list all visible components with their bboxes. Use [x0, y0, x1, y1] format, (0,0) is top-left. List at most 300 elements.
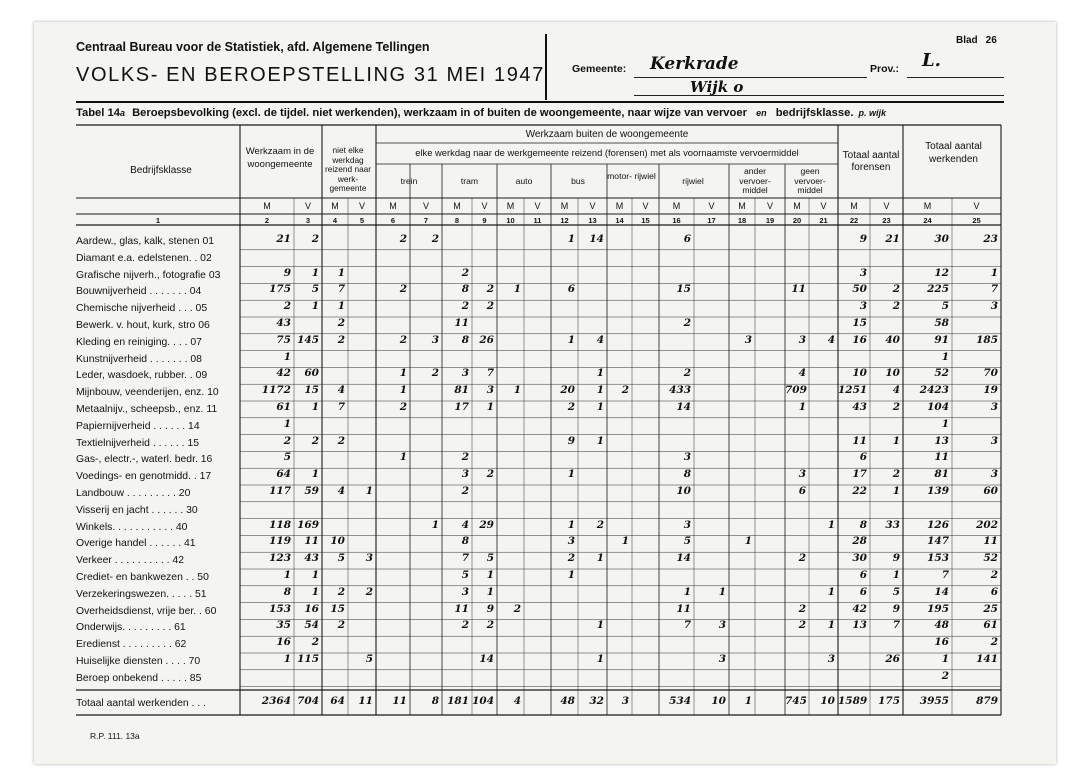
- table-row-cell: 17: [852, 468, 867, 481]
- table-row-cell: 6: [567, 283, 575, 296]
- table-row-cell: 433: [669, 384, 691, 397]
- table-row-cell: 1172: [261, 384, 291, 397]
- table-row-cell: 52: [983, 552, 998, 565]
- table-row-cell: 1: [827, 518, 835, 531]
- total-row-cell: 879: [976, 695, 998, 707]
- table-row-label: Kleding en reiniging. . . . 07: [76, 336, 202, 348]
- table-row-cell: 2: [990, 569, 998, 581]
- table-row-cell: 2423: [919, 384, 949, 397]
- table-row-cell: 8: [683, 468, 691, 481]
- table-row-cell: 30: [934, 233, 949, 245]
- mv-label: M: [672, 201, 681, 211]
- table-row-cell: 175: [269, 283, 291, 296]
- prov-label: Prov.:: [870, 63, 899, 75]
- column-number: 21: [819, 216, 828, 225]
- table-row-cell: 1: [596, 367, 604, 380]
- mv-label: M: [389, 201, 397, 211]
- table-row-cell: 2: [798, 602, 806, 615]
- column-number: 25: [972, 216, 981, 225]
- table-row-cell: 7: [941, 569, 949, 581]
- mv-label: V: [481, 201, 488, 211]
- table-row-cell: 7: [461, 552, 469, 565]
- wijk-value: Wijk o: [690, 78, 744, 96]
- blad-label-text: Blad: [956, 35, 978, 46]
- table-row-cell: 11: [454, 602, 469, 615]
- table-row-cell: 3: [798, 468, 806, 481]
- blad-number: 26: [985, 35, 997, 46]
- table-row-cell: 2: [892, 283, 900, 296]
- table-row-cell: 54: [304, 619, 319, 632]
- table-row-cell: 1: [399, 451, 407, 464]
- table-row-cell: 10: [330, 535, 345, 548]
- column-number: 15: [641, 216, 650, 225]
- table-row-cell: 8: [461, 283, 469, 296]
- col-bedrijfsklasse: Bedrijfsklasse: [130, 165, 192, 176]
- table-row-cell: 4: [337, 384, 345, 397]
- mv-label: V: [358, 201, 365, 211]
- table-row-cell: 29: [479, 518, 494, 531]
- total-row-cell: 11: [358, 695, 373, 707]
- table-row-cell: 60: [304, 367, 319, 380]
- table-row-cell: 1: [892, 485, 900, 497]
- table-row-cell: 1: [283, 569, 291, 581]
- table-row-label: Beroep onbekend . . . . . 85: [76, 672, 202, 684]
- table-row-cell: 2: [486, 300, 494, 313]
- header-rule: [76, 101, 1004, 103]
- table-row-cell: 8: [461, 535, 469, 548]
- table-row-cell: 26: [885, 653, 900, 665]
- table-row-cell: 1: [827, 619, 835, 632]
- table-row-cell: 3: [990, 401, 998, 413]
- table-row-cell: 147: [927, 535, 949, 548]
- table-row-cell: 3: [683, 451, 691, 464]
- table-row-cell: 4: [337, 485, 345, 497]
- table-row-cell: 3: [683, 518, 691, 531]
- table-row-cell: 50: [852, 283, 867, 296]
- table-row-label: Landbouw . . . . . . . . . 20: [76, 488, 191, 499]
- mv-label: V: [820, 201, 827, 211]
- table-row-cell: 1: [567, 233, 575, 245]
- table-row-cell: 16: [852, 333, 867, 346]
- table-row-cell: 1: [596, 434, 604, 447]
- table-row-cell: 1: [486, 401, 494, 413]
- table-row-cell: 5: [941, 300, 949, 313]
- table-row-cell: 14: [676, 401, 691, 413]
- table-row-cell: 3: [859, 300, 867, 313]
- column-number: 8: [454, 216, 460, 225]
- mv-label: V: [534, 201, 541, 211]
- table-row-label: Papiernijverheid . . . . . . 14: [76, 420, 200, 432]
- table-row-cell: 2: [399, 401, 407, 413]
- mv-label: V: [766, 201, 773, 211]
- table-row-label: Voedings- en genotmidd. . 17: [76, 471, 212, 483]
- table-row-cell: 11: [304, 535, 319, 548]
- mv-label: M: [850, 201, 858, 211]
- table-row-cell: 145: [297, 333, 319, 346]
- table-row-cell: 6: [859, 451, 867, 464]
- table-row-cell: 28: [852, 535, 867, 548]
- table-row-cell: 117: [269, 485, 291, 497]
- table-row-cell: 1251: [838, 384, 868, 397]
- mv-label: M: [263, 201, 271, 211]
- col-tram: tram: [460, 176, 479, 186]
- table-row-cell: 153: [927, 552, 949, 565]
- prov-value: L.: [922, 50, 941, 71]
- total-row-cell: 3955: [919, 695, 949, 707]
- table-row-cell: 2: [798, 552, 806, 565]
- column-number: 11: [533, 216, 542, 225]
- bureau-name: Centraal Bureau voor de Statistiek, afd. Algemene Tellingen: [76, 40, 430, 54]
- table-row-cell: 1: [596, 384, 604, 397]
- column-number: 2: [264, 216, 270, 225]
- table-row-cell: 70: [983, 367, 998, 380]
- table-row-cell: 3: [859, 266, 867, 279]
- col-ander: ander vervoer- middel: [739, 166, 771, 196]
- total-row-cell: 3: [621, 695, 629, 707]
- table-row-cell: 19: [983, 384, 998, 397]
- table-row-label: Overheidsdienst, vrije ber. . 60: [76, 605, 217, 617]
- table-row-cell: 1: [718, 585, 726, 598]
- table-row-cell: 123: [269, 552, 291, 565]
- table-row-cell: 9: [486, 602, 494, 615]
- col-elke-werkdag: elke werkdag naar de werkgemeente reizend (forensen) met als voornaamste vervoermiddel: [415, 147, 799, 158]
- table-row-cell: 2: [461, 266, 469, 279]
- table-row-cell: 4: [798, 367, 806, 380]
- table-row-cell: 2: [283, 300, 291, 313]
- table-row-cell: 20: [560, 384, 575, 397]
- column-number: 9: [482, 216, 487, 225]
- table-number: Tabel 14: [76, 107, 120, 119]
- col-trein: trein: [400, 176, 418, 186]
- total-row-label: Totaal aantal werkenden . . .: [76, 698, 206, 709]
- table-row-cell: 1: [486, 585, 494, 598]
- table-row-cell: 3: [798, 333, 806, 346]
- table-row-cell: 2: [567, 552, 575, 565]
- table-row-cell: 1: [337, 300, 345, 313]
- table-row-cell: 26: [479, 333, 494, 346]
- table-row-cell: 1: [941, 350, 949, 363]
- column-number: 4: [332, 216, 338, 225]
- table-row-label: Overige handel . . . . . . 41: [76, 538, 196, 550]
- mv-label: M: [738, 201, 746, 211]
- table-row-cell: 3: [431, 333, 439, 346]
- table-row-cell: 9: [283, 266, 291, 279]
- table-row-cell: 202: [976, 518, 998, 531]
- table-row-cell: 42: [276, 367, 291, 380]
- table-row-cell: 1: [283, 350, 291, 363]
- table-row-cell: 153: [269, 602, 291, 615]
- table-row-cell: 16: [276, 636, 291, 649]
- total-row-cell: 2364: [261, 695, 291, 707]
- table-row-cell: 1: [337, 266, 345, 279]
- table-row-cell: 16: [934, 636, 949, 649]
- table-row-label: Metaalnijv., scheepsb., enz. 11: [76, 404, 218, 415]
- mv-label: M: [793, 201, 801, 211]
- table-row-cell: 43: [852, 401, 867, 413]
- table-row-cell: 4: [596, 333, 604, 346]
- table-row-cell: 5: [365, 653, 373, 665]
- table-row-cell: 2: [311, 434, 319, 447]
- table-row-cell: 3: [567, 535, 575, 548]
- table-row-cell: 1: [431, 518, 439, 531]
- column-number: 19: [765, 216, 775, 225]
- table-row-cell: 4: [892, 384, 900, 397]
- table-row-label: Eredienst . . . . . . . . . 62: [76, 639, 187, 651]
- table-row-cell: 25: [983, 602, 998, 615]
- table-row-cell: 3: [718, 653, 726, 665]
- table-row-cell: 1: [892, 569, 900, 581]
- table-row-cell: 126: [927, 518, 949, 531]
- table-row-cell: 21: [885, 233, 900, 245]
- col-rijwiel: rijwiel: [682, 176, 704, 186]
- table-row-cell: 709: [785, 384, 807, 397]
- table-row-cell: 7: [990, 283, 998, 296]
- table-row-cell: 91: [934, 333, 949, 346]
- table-row-cell: 35: [276, 619, 291, 632]
- table-row-cell: 43: [276, 317, 291, 329]
- mv-label: V: [304, 201, 311, 211]
- table-row-cell: 9: [892, 552, 900, 565]
- mv-label: M: [615, 201, 624, 211]
- column-number: 17: [707, 216, 716, 225]
- table-row-cell: 1: [311, 468, 319, 481]
- table-row-cell: 2: [892, 468, 900, 481]
- mv-label: M: [506, 201, 515, 211]
- table-row-cell: 11: [791, 283, 806, 296]
- column-number: 14: [615, 216, 624, 225]
- table-row-cell: 3: [827, 653, 835, 665]
- table-row-cell: 12: [934, 266, 949, 279]
- table-row-cell: 10: [885, 367, 900, 380]
- table-row-cell: 169: [297, 518, 319, 531]
- table-row-cell: 2: [337, 333, 345, 346]
- table-row-cell: 1: [990, 266, 998, 279]
- column-number: 13: [588, 216, 597, 225]
- total-row-cell: 181: [447, 695, 469, 707]
- table-row-cell: 3: [744, 333, 752, 346]
- table-row-cell: 5: [683, 535, 691, 548]
- table-row-cell: 81: [454, 384, 469, 397]
- table-row-cell: 9: [892, 602, 900, 615]
- table-row-cell: 14: [676, 552, 691, 565]
- table-row-label: Grafische nijverh., fotografie 03: [76, 269, 221, 281]
- table-row-cell: 2: [461, 451, 469, 464]
- column-number: 12: [560, 216, 569, 225]
- table-row-cell: 2: [461, 619, 469, 632]
- table-row-cell: 40: [885, 333, 900, 346]
- column-number: 3: [305, 216, 311, 225]
- table-row-cell: 1: [621, 535, 629, 548]
- table-caption: [76, 107, 888, 119]
- table-row-cell: 1: [567, 518, 575, 531]
- table-row-cell: 2: [513, 602, 521, 615]
- table-row-cell: 5: [283, 451, 291, 464]
- column-number: 5: [359, 216, 365, 225]
- table-row-cell: 1: [513, 384, 521, 397]
- table-caption-text: Beroepsbevolking (excl. de tijdel. niet werkenden), werkzaam in of buiten de woongemeente, naar wijze van vervoer: [132, 107, 747, 119]
- table-row-cell: 6: [859, 569, 867, 581]
- table-row-cell: 9: [567, 434, 575, 447]
- col-buiten: Werkzaam buiten de woongemeente: [525, 129, 689, 140]
- table-row-cell: 2: [399, 333, 407, 346]
- table-row-cell: 13: [934, 434, 949, 447]
- total-row-cell: 534: [669, 695, 691, 707]
- table-row-cell: 185: [976, 333, 998, 346]
- table-row-cell: 7: [683, 619, 691, 632]
- column-number: 7: [423, 216, 429, 225]
- table-row-label: Visserij en jacht . . . . . . 30: [76, 504, 198, 516]
- table-row-cell: 1: [311, 569, 319, 581]
- mv-label: M: [453, 201, 461, 211]
- table-row-cell: 5: [311, 283, 319, 296]
- table-row-cell: 3: [486, 384, 494, 397]
- column-number: 20: [792, 216, 802, 225]
- table-row-cell: 3: [365, 552, 373, 565]
- table-row-cell: 3: [718, 619, 726, 632]
- table-row-cell: 10: [852, 367, 867, 380]
- table-row-cell: 1: [596, 619, 604, 632]
- table-row-label: Chemische nijverheid . . . 05: [76, 303, 208, 315]
- table-row-label: Leder, wasdoek, rubber. . 09: [76, 370, 208, 382]
- col-totaal-werkenden: Totaal aantal werkenden: [925, 141, 982, 165]
- table-row-cell: 1: [744, 535, 752, 548]
- mv-label: M: [560, 201, 569, 211]
- table-row-cell: 61: [983, 619, 998, 632]
- form-title: VOLKS- EN BEROEPSTELLING 31 MEI 1947: [76, 64, 545, 86]
- col-motor: motor- rijwiel: [607, 171, 656, 181]
- table-row-cell: 1: [283, 417, 291, 430]
- table-row-cell: 2: [337, 585, 345, 598]
- column-number: 24: [923, 216, 932, 225]
- table-row-cell: 1: [892, 434, 900, 447]
- table-row-cell: 2: [683, 367, 691, 380]
- table-row-cell: 5: [486, 552, 494, 565]
- table-row-label: Aardew., glas, kalk, stenen 01: [76, 236, 215, 247]
- table-row-cell: 2: [461, 300, 469, 313]
- column-number: 16: [672, 216, 681, 225]
- table-row-cell: 10: [676, 485, 691, 497]
- table-row-cell: 2: [596, 518, 604, 531]
- mv-label: V: [589, 201, 596, 211]
- table-row-cell: 15: [676, 283, 691, 296]
- mv-label: V: [883, 201, 890, 211]
- column-number: 18: [737, 216, 747, 225]
- table-row-label: Verkeer . . . . . . . . . . 42: [76, 555, 184, 567]
- table-row-cell: 11: [454, 317, 469, 329]
- table-row-cell: 3: [990, 300, 998, 313]
- table-row-cell: 104: [927, 401, 949, 413]
- column-number: 23: [882, 216, 891, 225]
- table-row-cell: 6: [683, 233, 691, 245]
- table-row-cell: 2: [621, 384, 629, 397]
- table-row-cell: 3: [461, 585, 469, 598]
- table-row-cell: 22: [852, 485, 867, 497]
- table-row-cell: 1: [311, 401, 319, 413]
- table-row-cell: 225: [927, 283, 949, 296]
- table-row-cell: 2: [283, 434, 291, 447]
- table-row-cell: 11: [983, 535, 998, 548]
- table-row-cell: 1: [283, 653, 291, 665]
- mv-label: V: [973, 201, 980, 211]
- table-row-cell: 59: [304, 485, 319, 497]
- table-row-cell: 5: [461, 569, 469, 581]
- table-row-cell: 3: [990, 468, 998, 481]
- total-row-cell: 745: [785, 695, 807, 707]
- form-id: R.P. 111. 13a: [90, 731, 140, 741]
- table-row-cell: 64: [276, 468, 291, 481]
- table-row-cell: 15: [330, 602, 345, 615]
- col-auto: auto: [515, 176, 533, 186]
- table-row-label: Diamant e.a. edelstenen. . 02: [76, 252, 212, 264]
- table-row-cell: 16: [304, 602, 319, 615]
- table-row-cell: 75: [276, 333, 291, 346]
- table-number-mark: a: [119, 108, 125, 118]
- table-row-cell: 2: [892, 401, 900, 413]
- table-row-label: Crediet- en bankwezen . . 50: [76, 572, 209, 583]
- total-row-cell: 48: [560, 695, 575, 707]
- table-row-cell: 2: [431, 367, 439, 380]
- table-row-cell: 23: [983, 233, 998, 245]
- table-caption-en: en: [756, 108, 767, 118]
- table-row-cell: 58: [934, 317, 949, 329]
- table-row-cell: 1: [311, 300, 319, 313]
- col-werkzaam-in: Werkzaam in de woongemeente: [245, 146, 315, 170]
- table-row-cell: 115: [297, 653, 319, 665]
- table-row-cell: 60: [983, 485, 998, 497]
- table-row-cell: 2: [337, 317, 345, 329]
- table-row-label: Mijnbouw, veenderijen, enz. 10: [76, 387, 219, 399]
- table-row-cell: 52: [934, 367, 949, 380]
- table-row-cell: 42: [852, 602, 867, 615]
- table-row-cell: 7: [486, 367, 494, 380]
- table-row-cell: 2: [461, 485, 469, 497]
- column-number: 6: [390, 216, 396, 225]
- prov-line: [907, 77, 1004, 78]
- table-row-cell: 1: [798, 401, 806, 413]
- table-row-cell: 2: [311, 636, 319, 649]
- table-row-cell: 6: [990, 585, 998, 598]
- table-row-label: Bewerk. v. hout, kurk, stro 06: [76, 320, 210, 331]
- mv-label: V: [708, 201, 715, 211]
- table-row-cell: 1: [596, 401, 604, 413]
- table-row-cell: 2: [337, 434, 345, 447]
- col-niet-elke: niet elke werkdag reizend naar werk- gemeente: [324, 145, 372, 194]
- table-row-cell: 5: [337, 552, 345, 565]
- table-row-cell: 1: [311, 266, 319, 279]
- table-row-cell: 11: [676, 602, 691, 615]
- column-number: 10: [506, 216, 515, 225]
- total-row-cell: 1: [744, 695, 752, 707]
- column-number: 1: [155, 216, 161, 225]
- total-row-cell: 104: [472, 695, 494, 707]
- mv-label: M: [923, 201, 932, 211]
- gemeente-value: Kerkrade: [650, 54, 739, 74]
- table-row-cell: 2: [486, 468, 494, 481]
- total-row-cell: 4: [513, 695, 521, 707]
- table-row-cell: 14: [934, 585, 949, 598]
- table-row-cell: 2: [892, 300, 900, 313]
- table-row-cell: 1: [941, 653, 949, 665]
- table-row-cell: 1: [567, 569, 575, 581]
- mv-label: V: [422, 201, 429, 211]
- table-row-cell: 1: [311, 585, 319, 598]
- table-row-cell: 3: [461, 468, 469, 481]
- total-row-cell: 64: [330, 695, 345, 707]
- table-row-cell: 33: [885, 518, 900, 531]
- table-row-cell: 195: [927, 602, 949, 615]
- table-row-cell: 4: [827, 333, 835, 346]
- table-row-cell: 1: [567, 468, 575, 481]
